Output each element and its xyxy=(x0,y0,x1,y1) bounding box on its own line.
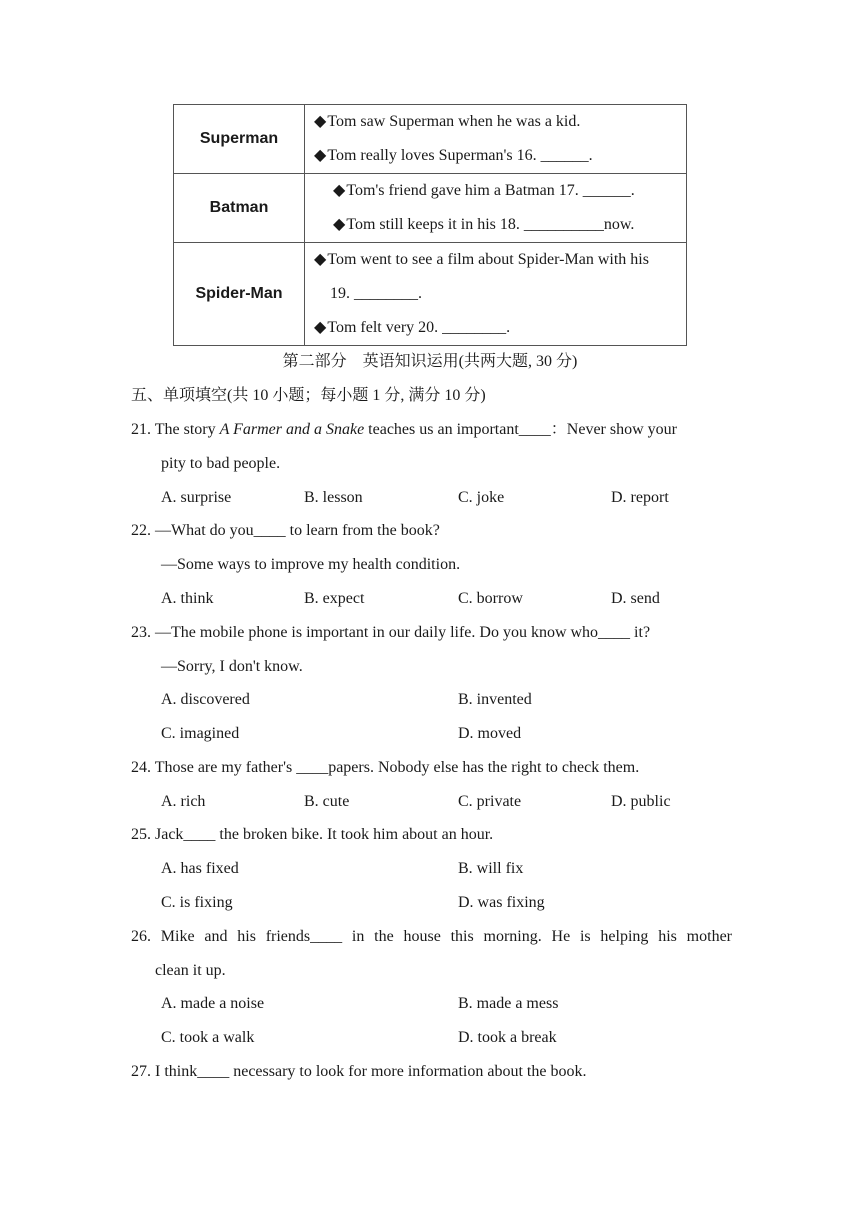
question-26-wrap: clean it up. xyxy=(155,962,226,979)
hero-facts-cell xyxy=(305,174,687,243)
hero-name-cell: Superman xyxy=(174,105,305,174)
question-21: 21. The story A Farmer and a Snake teaches us an important____：Never show your xyxy=(131,421,677,438)
diamond-bullet-icon: ◆ xyxy=(314,113,327,130)
option-c[interactable]: C. took a walk xyxy=(161,1029,255,1046)
question-25: 25. Jack____ the broken bike. It took him about an hour. xyxy=(131,826,494,843)
option-c[interactable]: C. joke xyxy=(458,489,505,506)
diamond-bullet-icon: ◆ xyxy=(314,319,327,336)
option-d[interactable]: D. report xyxy=(611,489,669,506)
table-row xyxy=(174,243,687,346)
diamond-bullet-icon: ◆ xyxy=(314,251,327,268)
fact-line: ◆Tom saw Superman when he was a kid. xyxy=(314,113,581,130)
question-26: 26. Mike and his friends____ in the house this morning. He is helping his mother xyxy=(131,928,732,945)
hero-facts-cell xyxy=(305,243,687,346)
option-b[interactable]: B. invented xyxy=(458,691,532,708)
option-d[interactable]: D. public xyxy=(611,793,671,810)
option-a[interactable]: A. discovered xyxy=(161,691,250,708)
diamond-bullet-icon: ◆ xyxy=(314,147,327,164)
question-27: 27. I think____ necessary to look for more information about the book. xyxy=(131,1063,587,1080)
hero-name-cell: Batman xyxy=(174,174,305,243)
option-c[interactable]: C. borrow xyxy=(458,590,523,607)
diamond-bullet-icon: ◆ xyxy=(333,182,346,199)
question-22-reply: —Some ways to improve my health condition. xyxy=(161,556,461,573)
option-a[interactable]: A. rich xyxy=(161,793,206,810)
option-b[interactable]: B. cute xyxy=(304,793,350,810)
fact-line: ◆Tom felt very 20. ________. xyxy=(314,319,511,336)
part-title: 第二部分 英语知识运用(共两大题, 30 分) xyxy=(282,353,578,370)
option-c[interactable]: C. private xyxy=(458,793,522,810)
option-c[interactable]: C. imagined xyxy=(161,725,240,742)
question-21-wrap: pity to bad people. xyxy=(161,455,281,472)
story-title: A Farmer and a Snake xyxy=(219,421,365,438)
option-d[interactable]: D. was fixing xyxy=(458,894,545,911)
option-b[interactable]: B. will fix xyxy=(458,860,524,877)
option-a[interactable]: A. think xyxy=(161,590,214,607)
question-23-reply: —Sorry, I don't know. xyxy=(161,658,303,675)
option-c[interactable]: C. is fixing xyxy=(161,894,233,911)
question-23: 23. —The mobile phone is important in our daily life. Do you know who____ it? xyxy=(131,624,651,641)
option-d[interactable]: D. moved xyxy=(458,725,522,742)
option-a[interactable]: A. made a noise xyxy=(161,995,265,1012)
option-d[interactable]: D. send xyxy=(611,590,660,607)
option-d[interactable]: D. took a break xyxy=(458,1029,557,1046)
hero-facts-cell xyxy=(305,105,687,174)
hero-info-table xyxy=(173,104,687,346)
question-22: 22. —What do you____ to learn from the book? xyxy=(131,522,440,539)
diamond-bullet-icon: ◆ xyxy=(333,216,346,233)
option-b[interactable]: B. lesson xyxy=(304,489,363,506)
question-24: 24. Those are my father's ____papers. Nobody else has the right to check them. xyxy=(131,759,640,776)
fact-line: ◆Tom went to see a film about Spider-Man with his 19. ________. xyxy=(314,251,649,302)
option-b[interactable]: B. made a mess xyxy=(458,995,559,1012)
table-row xyxy=(174,105,687,174)
fact-line: ◆Tom really loves Superman's 16. ______. xyxy=(314,147,593,164)
section-heading: 五、单项填空(共 10 小题；每小题 1 分, 满分 10 分) xyxy=(131,387,486,404)
table-row xyxy=(174,174,687,243)
fact-line: ◆Tom still keeps it in his 18. __________now. xyxy=(333,216,635,233)
option-a[interactable]: A. surprise xyxy=(161,489,232,506)
fact-line: ◆Tom's friend gave him a Batman 17. ______. xyxy=(333,182,635,199)
option-a[interactable]: A. has fixed xyxy=(161,860,239,877)
option-b[interactable]: B. expect xyxy=(304,590,365,607)
hero-name-cell: Spider-Man xyxy=(174,243,305,346)
